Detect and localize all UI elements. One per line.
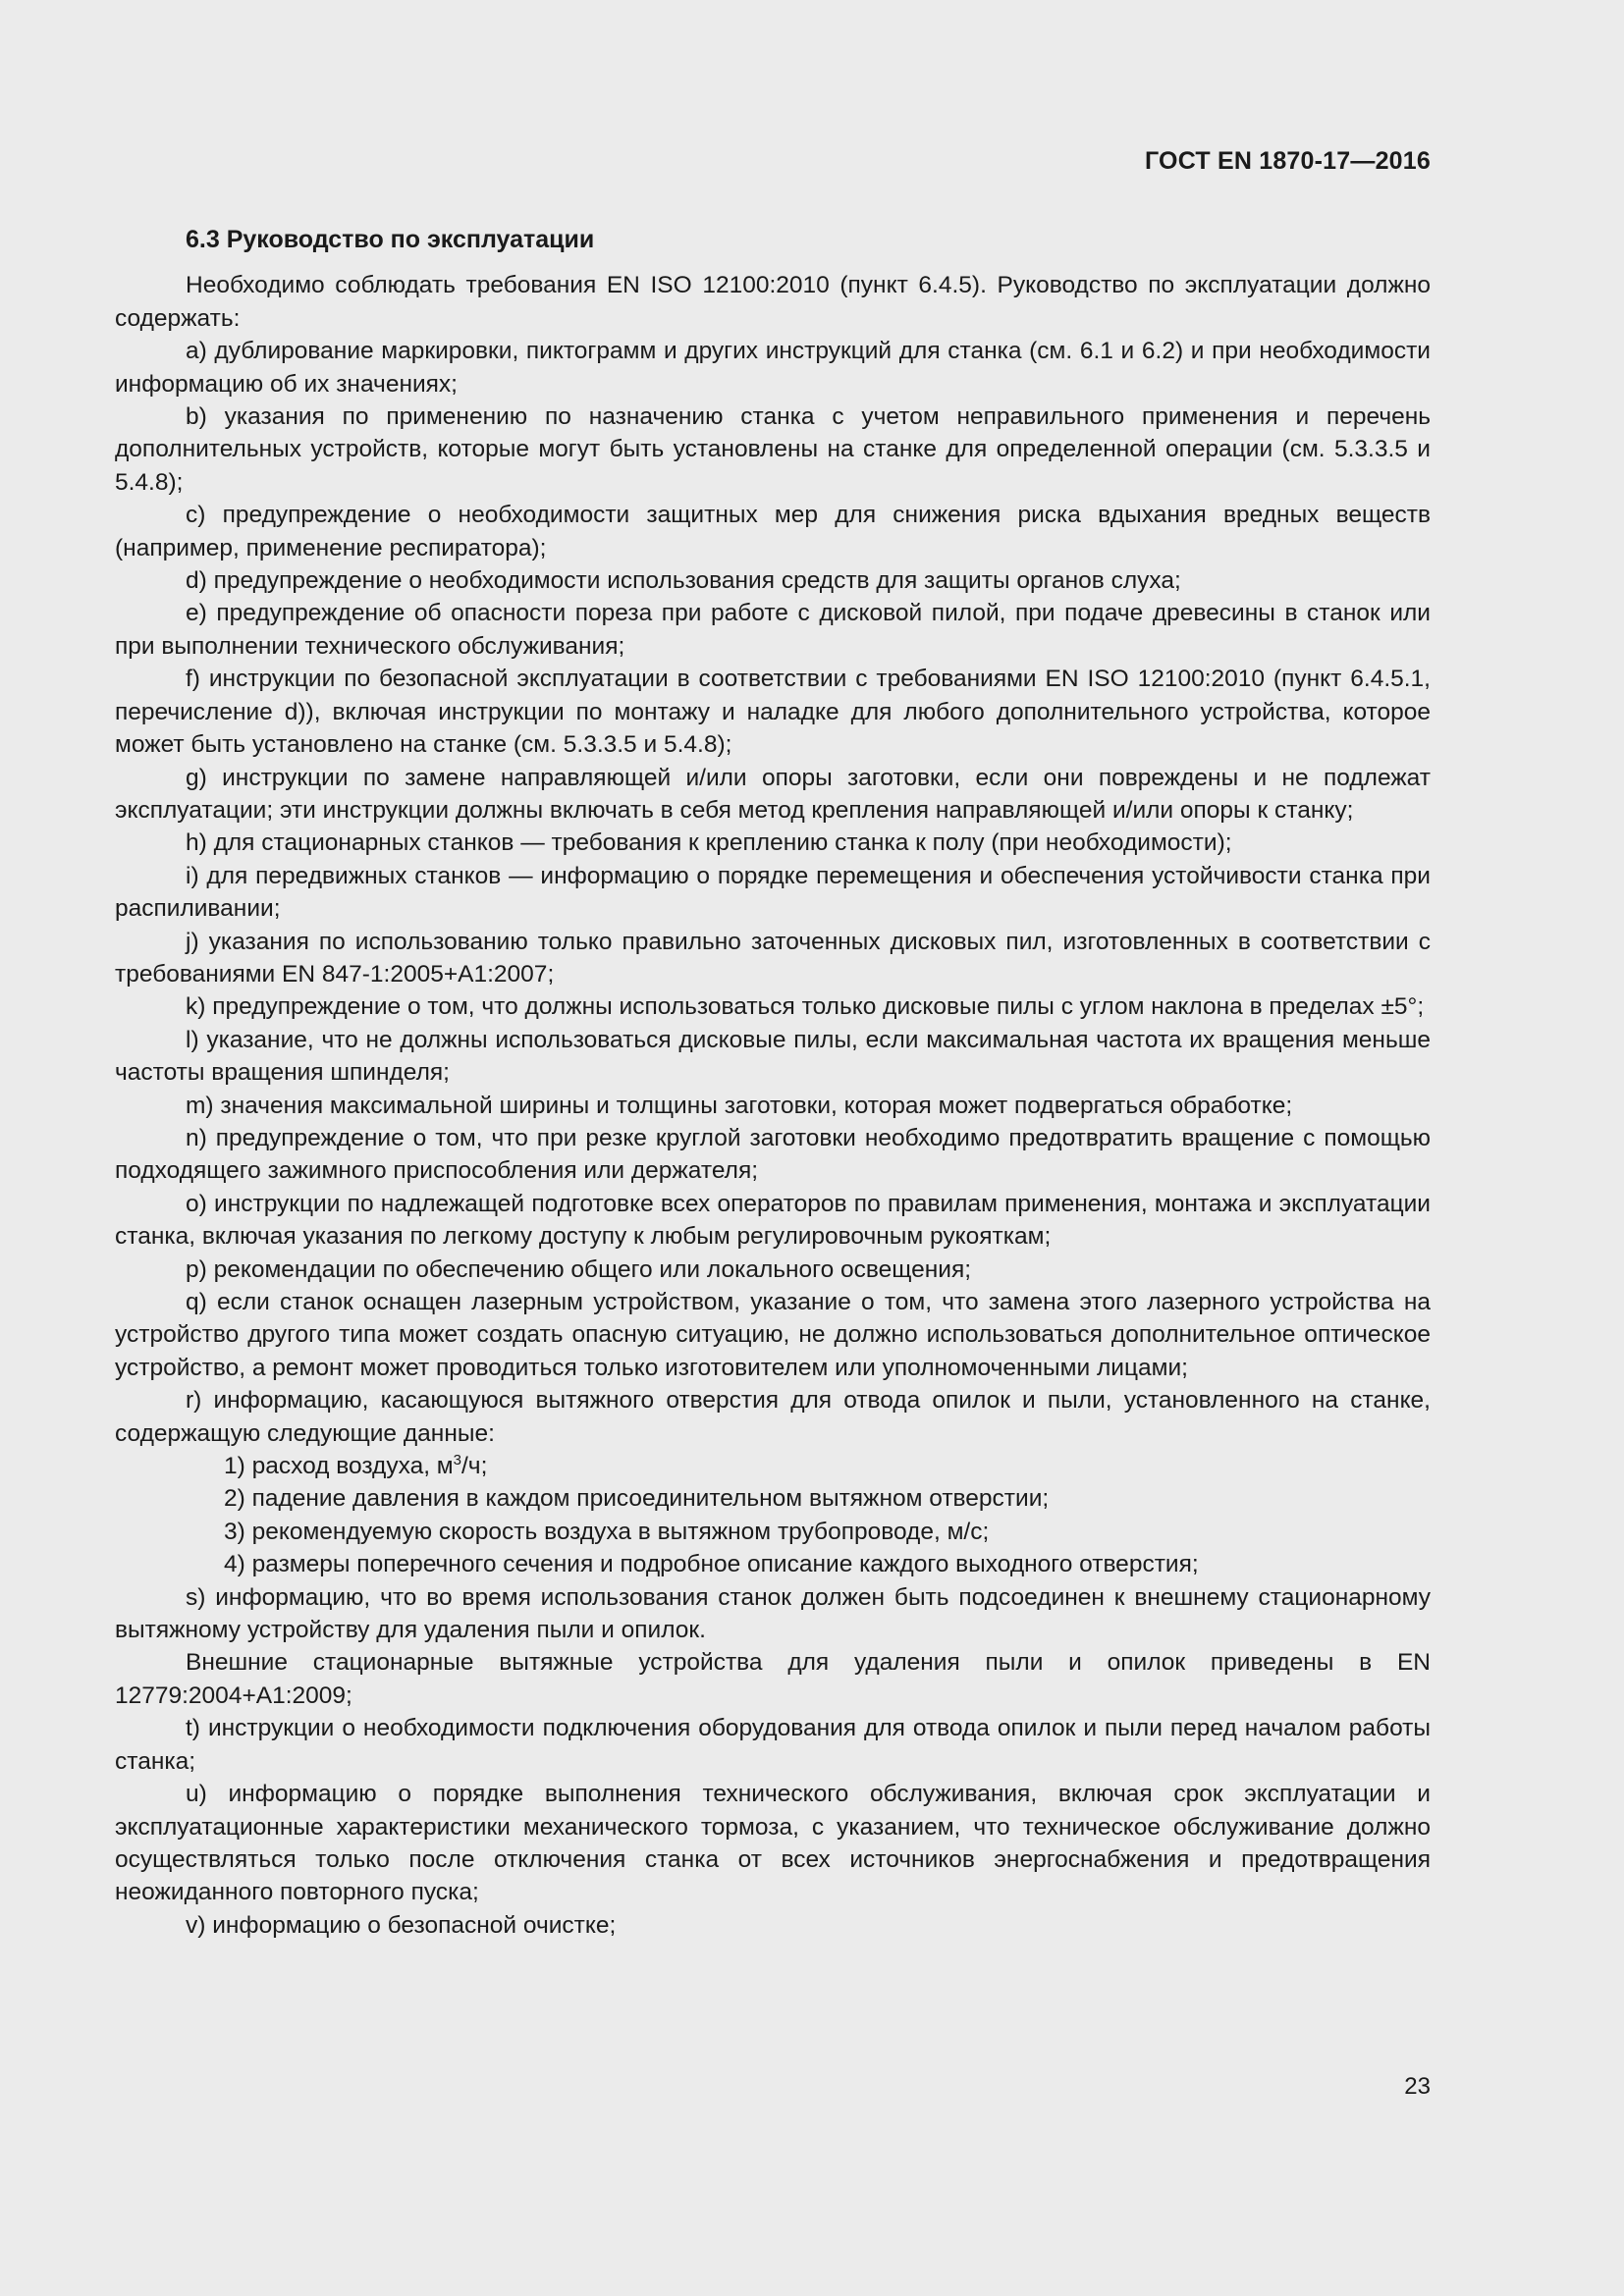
list-item-m: m) значения максимальной ширины и толщины заготовки, которая может подвергаться обработке; <box>186 1092 1293 1119</box>
list-item-t: t) инструкции о необходимости подключения оборудования для отвода опилок и пыли перед началом работы станка; <box>115 1715 1431 1775</box>
list-item-p: p) рекомендации по обеспечению общего или локального освещения; <box>186 1255 972 1283</box>
list-item-e: e) предупреждение об опасности пореза при работе с дисковой пилой, при подаче древесины в станок или при выполнении технического обслуживания; <box>115 600 1431 660</box>
list-item-d: d) предупреждение о необходимости использования средств для защиты органов слуха; <box>186 567 1181 595</box>
sub-item-2: 2) падение давления в каждом присоединительном вытяжном отверстии; <box>224 1485 1050 1513</box>
sub-item-1-suffix: /ч; <box>461 1453 488 1480</box>
list-item-c: c) предупреждение о необходимости защитных мер для снижения риска вдыхания вредных веществ (например, применение респиратора); <box>115 502 1431 561</box>
list-item-u: u) информацию о порядке выполнения технического обслуживания, включая срок эксплуатации и эксплуатационные характеристики механического тормоза, с указанием, что техническое обслуживание должно осуществляться только после отключения станка от всех источников энергоснабжения и предотвращения неожиданного повторного пуска; <box>115 1781 1431 1906</box>
list-item-g: g) инструкции по замене направляющей и/или опоры заготовки, если они повреждены и не подлежат эксплуатации; эти инструкции должны включать в себя метод крепления направляющей и/или опоры к станку; <box>115 764 1431 824</box>
list-item-v: v) информацию о безопасной очистке; <box>186 1911 617 1939</box>
sub-item-1-superscript: 3 <box>453 1451 461 1468</box>
sub-item-3: 3) рекомендуемую скорость воздуха в вытяжном трубопроводе, м/с; <box>224 1518 990 1545</box>
list-item-r: r) информацию, касающуюся вытяжного отверстия для отвода опилок и пыли, установленного на станке, содержащую следующие данные: <box>115 1387 1431 1447</box>
list-item-o: o) инструкции по надлежащей подготовке всех операторов по правилам применения, монтажа и эксплуатации станка, включая указания по легкому доступу к любым регулировочным рукояткам; <box>115 1190 1431 1251</box>
list-item-s: s) информацию, что во время использования станок должен быть подсоединен к внешнему стационарному вытяжному устройству для удаления пыли и опилок. <box>115 1583 1431 1644</box>
sub-item-1 <box>115 1450 1431 1482</box>
document-header: ГОСТ EN 1870-17—2016 <box>1145 147 1431 175</box>
list-item-l: l) указание, что не должны использоваться дисковые пилы, если максимальная частота их вращения меньше частоты вращения шпинделя; <box>115 1026 1431 1087</box>
section-intro: Необходимо соблюдать требования EN ISO 12100:2010 (пункт 6.4.5). Руководство по эксплуатации должно содержать: <box>115 272 1431 332</box>
list-item-n: n) предупреждение о том, что при резке круглой заготовки необходимо предотвратить вращение с помощью подходящего зажимного приспособления или держателя; <box>115 1124 1431 1185</box>
note-external-extraction: Внешние стационарные вытяжные устройства для удаления пыли и опилок приведены в EN 12779:2004+A1:2009; <box>115 1649 1431 1709</box>
list-item-q: q) если станок оснащен лазерным устройством, указание о том, что замена этого лазерного устройства на устройство другого типа может создать опасную ситуацию, не должно использоваться дополнительное оптическое устройство, а ремонт может проводиться только изготовителем или уполномоченными лицами; <box>115 1289 1431 1381</box>
sub-item-1-prefix: 1) расход воздуха, м <box>224 1453 454 1480</box>
list-item-k: k) предупреждение о том, что должны использоваться только дисковые пилы с углом наклона в пределах ±5°; <box>186 993 1425 1021</box>
page-number: 23 <box>1404 2073 1431 2100</box>
sub-item-4: 4) размеры поперечного сечения и подробное описание каждого выходного отверстия; <box>224 1551 1199 1578</box>
list-item-b: b) указания по применению по назначению станка с учетом неправильного применения и перечень дополнительных устройств, которые могут быть установлены на станке для определенной операции (см. 5.3.3.5 и 5.4.8); <box>115 403 1431 496</box>
list-item-j: j) указания по использованию только правильно заточенных дисковых пил, изготовленных в соответствии с требованиями EN 847-1:2005+A1:2007; <box>115 928 1431 988</box>
section-title: 6.3 Руководство по эксплуатации <box>186 226 595 253</box>
document-body <box>115 224 1431 1942</box>
list-item-i: i) для передвижных станков — информацию о порядке перемещения и обеспечения устойчивости станка при распиливании; <box>115 862 1431 923</box>
list-item-f: f) инструкции по безопасной эксплуатации в соответствии с требованиями EN ISO 12100:2010 (пункт 6.4.5.1, перечисление d)), включая инструкции по монтажу и наладке для любого дополнительного устройства, которое может быть установлено на станке (см. 5.3.3.5 и 5.4.8); <box>115 666 1431 759</box>
list-item-h: h) для стационарных станков — требования к креплению станка к полу (при необходимости); <box>186 829 1232 857</box>
list-item-a: a) дублирование маркировки, пиктограмм и других инструкций для станка (см. 6.1 и 6.2) и при необходимости информацию об их значениях; <box>115 338 1431 398</box>
